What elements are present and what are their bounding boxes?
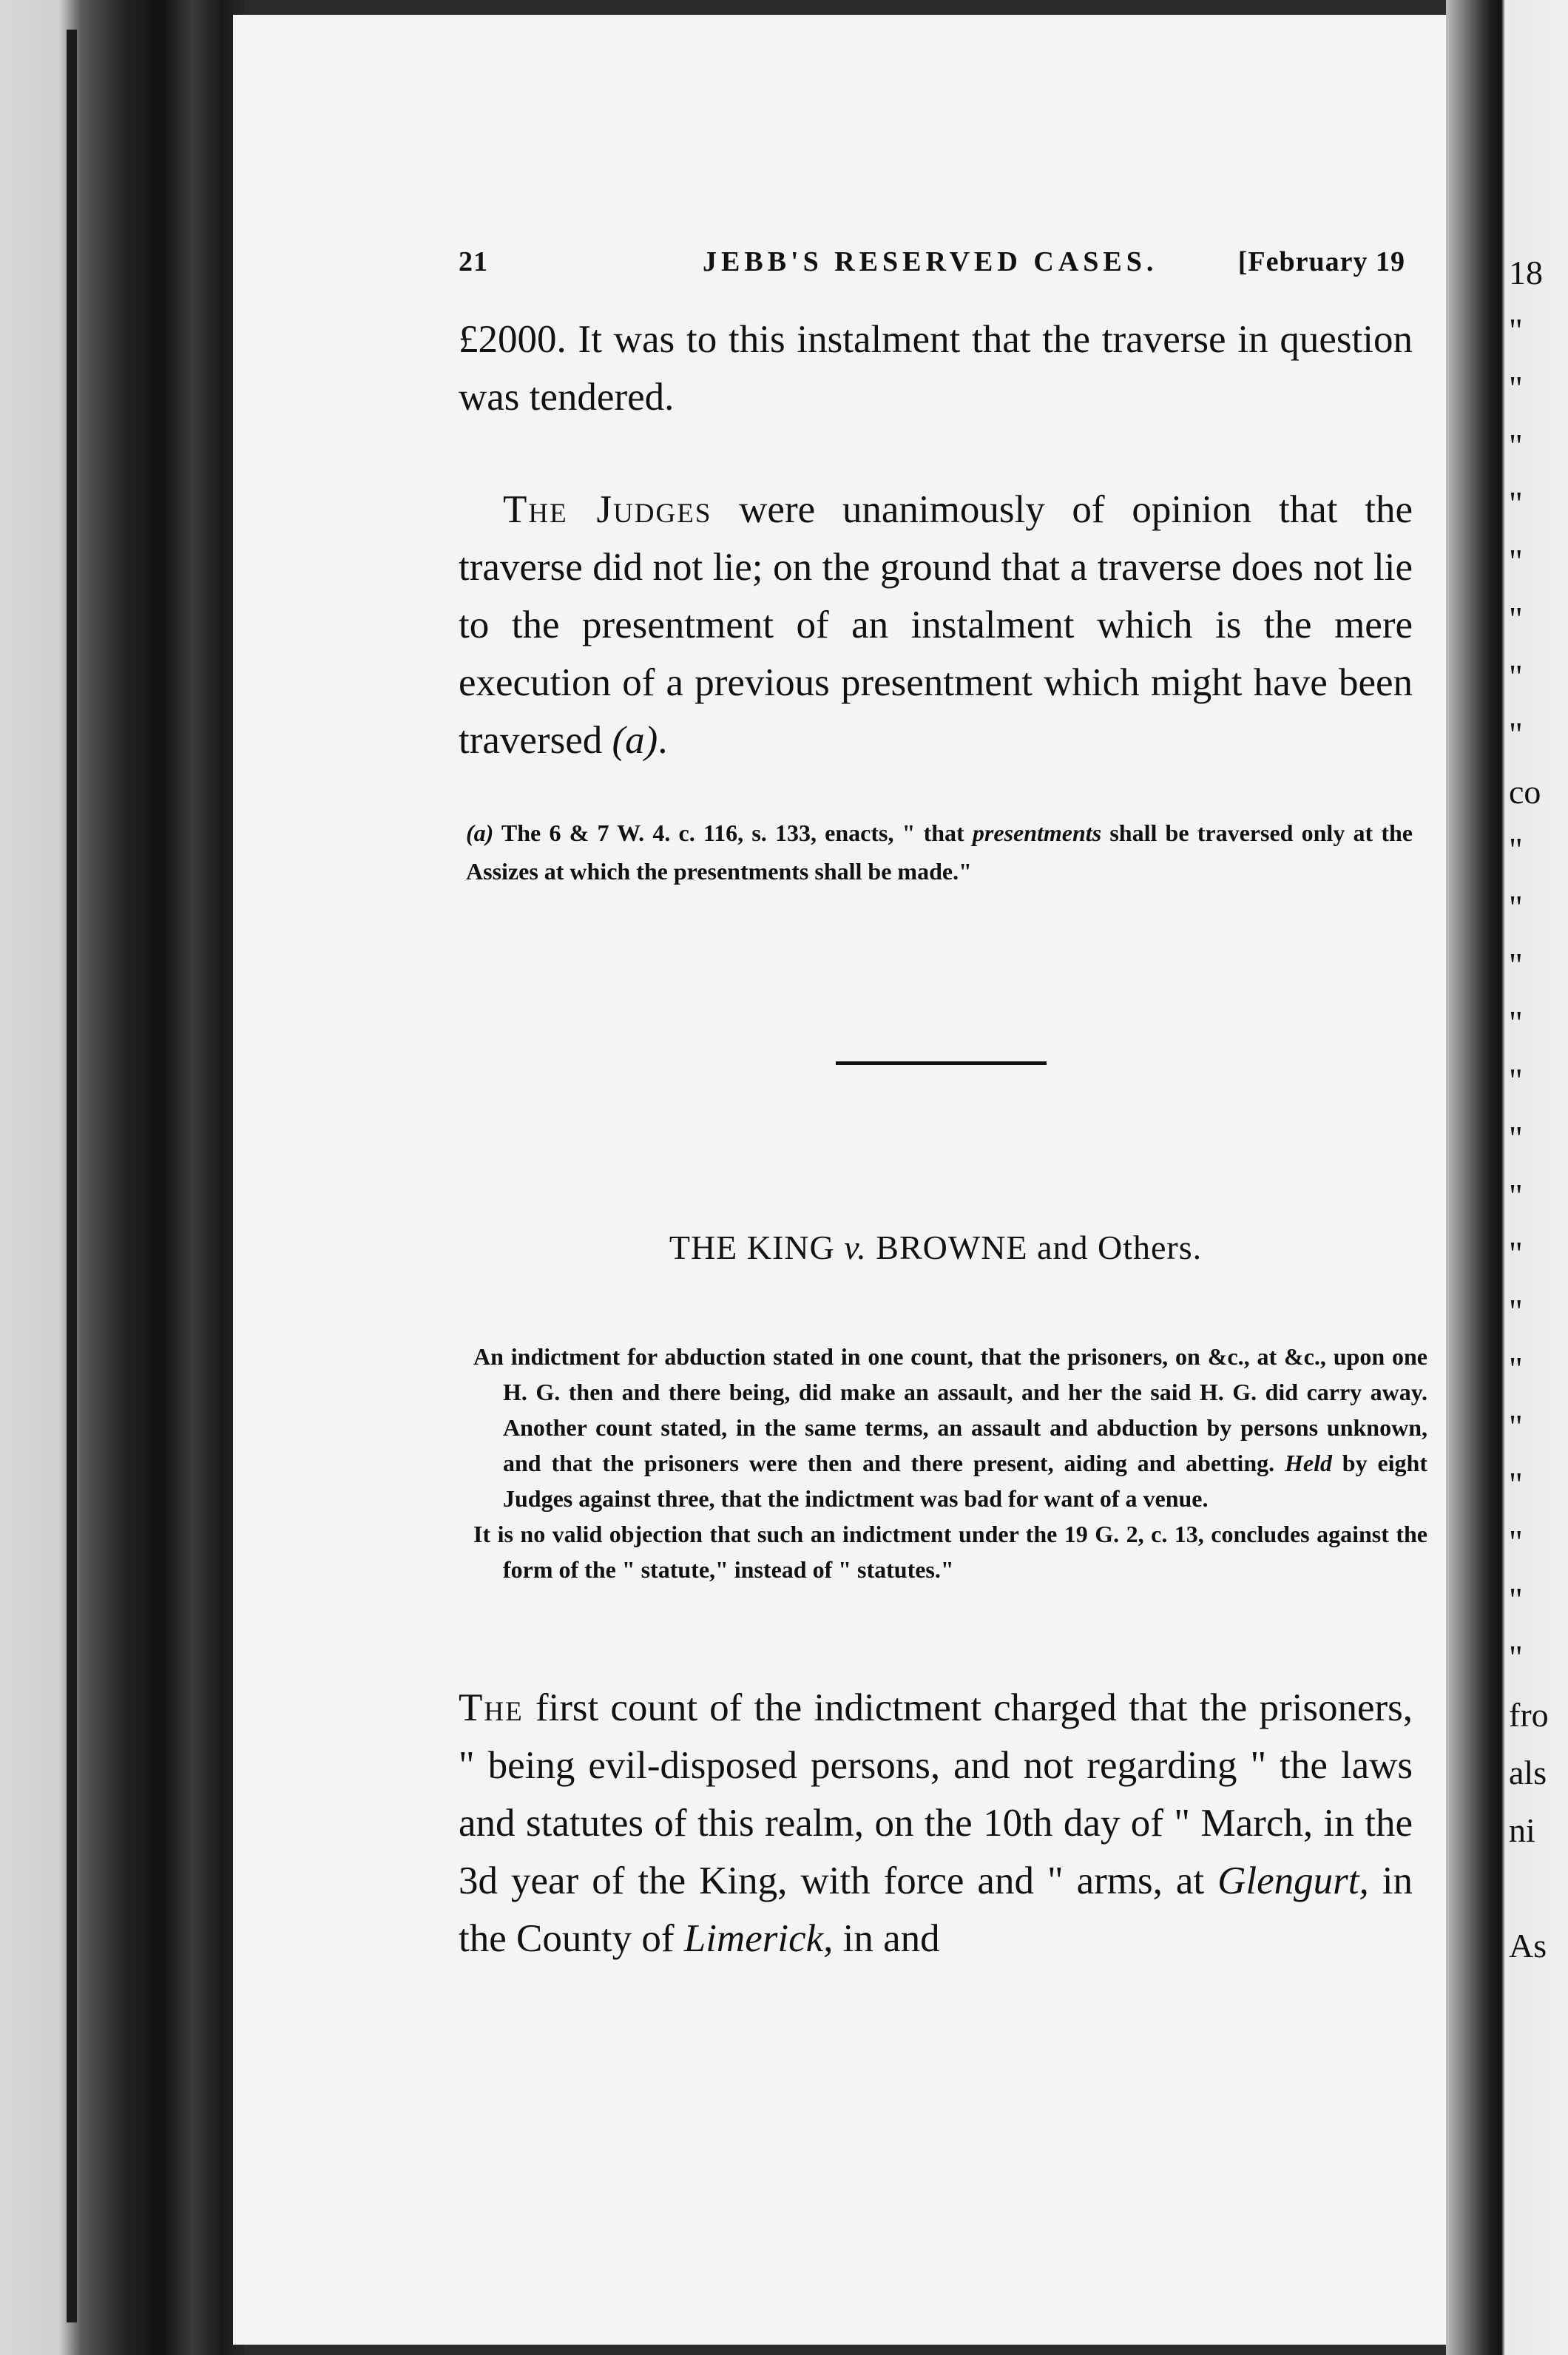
next-page-fragment-line: " [1509,715,1523,753]
paragraph-2-text: were unanimously of opinion that the traverse did not lie; on the ground that a traverse does not lie to the presentment of an instalment which is the mere execution of a previous presentment which might have been traversed [459,488,1413,762]
next-page-fragment [1509,244,1568,1975]
next-page-fragment-line: fro [1509,1696,1549,1734]
next-page-fragment-line: 18 [1509,254,1543,291]
footnote [466,814,1413,891]
headnote-emphasis: Held [1284,1450,1332,1476]
section-divider [836,1061,1047,1065]
running-header [459,246,1413,290]
paragraph-1: £2000. It was to this instalment that the traverse in question was tendered. [459,318,1413,419]
next-page-fragment-line: " [1509,311,1523,349]
next-page-fragment-line: As [1509,1927,1547,1964]
next-page-fragment-line: " [1509,1581,1523,1618]
paragraph-3 [459,1679,1413,1967]
next-page-fragment-line: " [1509,1523,1523,1561]
next-page-fragment-line: " [1509,1061,1523,1099]
next-page-fragment-line: " [1509,1234,1523,1272]
headnote-text-before: An indictment for abduction stated in one count, that the prisoners, on &c., at &c., upon one H. G. then and there being, did make an assault, and her the said H. G. did carry away. Another count stated, in the same terms, an assault and abduction by persons unknown, and that the prisoners were then and there present, aiding and abetting. [473,1343,1427,1476]
case-title-part-1: THE KING [669,1229,845,1266]
footnote-emphasis: presentments [972,820,1102,846]
paragraph-3-lead: The [459,1686,524,1729]
next-page-fragment-line [1509,1859,1568,1917]
next-page-fragment-line: " [1509,542,1523,580]
paragraph-2-lead: The Judges [503,488,712,531]
next-page-fragment-line: " [1509,600,1523,638]
headnote [473,1339,1427,1587]
paragraph-3-text-2: in the County of [459,1859,1413,1960]
footnote-text-before: The 6 & 7 W. 4. c. 116, s. 133, enacts, " that [493,820,973,846]
headnote-text-after: by eight Judges against three, that the indictment was bad for want of a venue. [503,1450,1428,1512]
running-date: [February 19 [1237,246,1405,277]
footnote-marker: (a) [466,820,494,846]
running-title: JEBB'S RESERVED CASES. [703,246,1158,277]
footnote-reference: (a) [612,719,658,762]
next-page-fragment-line: " [1509,1004,1523,1041]
next-page-fragment-line: ni [1509,1811,1535,1849]
paragraph-3-text-1: first count of the indictment charged that the prisoners, " being evil-disposed persons, and not regarding " the laws and statutes of this realm, on the 10th day of " March, in the 3d year of the King, with force and " arms, at [459,1686,1413,1902]
next-page-fragment-line: " [1509,369,1523,407]
next-page-fragment-line: " [1509,1638,1523,1676]
next-page-fragment-line: als [1509,1754,1547,1791]
book-left-edge [0,0,244,2355]
next-page-fragment-line: " [1509,888,1523,926]
paragraph-2-end: . [658,719,668,762]
next-page-fragment-line: " [1509,1292,1523,1330]
next-page-fragment-line: " [1509,1119,1523,1157]
next-page-fragment-line: " [1509,484,1523,522]
paragraph-3-text-3: in and [833,1917,940,1960]
headnote-paragraph-1 [473,1339,1427,1516]
next-page-fragment-line: " [1509,658,1523,695]
next-page-fragment-line: " [1509,1350,1523,1388]
next-page-fragment-line: " [1509,1465,1523,1503]
next-page-fragment-line: " [1509,1177,1523,1214]
next-page-fragment-line: co [1509,773,1541,811]
case-title [459,1228,1413,1267]
footnote-text-after: shall be traversed only at the Assizes at which the presentments shall be made." [466,820,1413,885]
case-title-part-2: BROWNE and Others. [866,1229,1203,1266]
paragraph-2 [459,481,1413,769]
next-page-fragment-line: " [1509,831,1523,868]
case-title-versus: v. [844,1229,867,1266]
headnote-paragraph-2: It is no valid objection that such an indictment under the 19 G. 2, c. 13, concludes against the form of the " statute," instead of " statutes." [473,1521,1427,1583]
next-page-fragment-line: " [1509,427,1523,464]
page-number: 21 [459,246,488,277]
next-page-fragment-line: " [1509,946,1523,984]
next-page-fragment-line: " [1509,1408,1523,1445]
place-name-glengurt: Glengurt, [1217,1859,1369,1902]
place-name-limerick: Limerick, [683,1917,834,1960]
